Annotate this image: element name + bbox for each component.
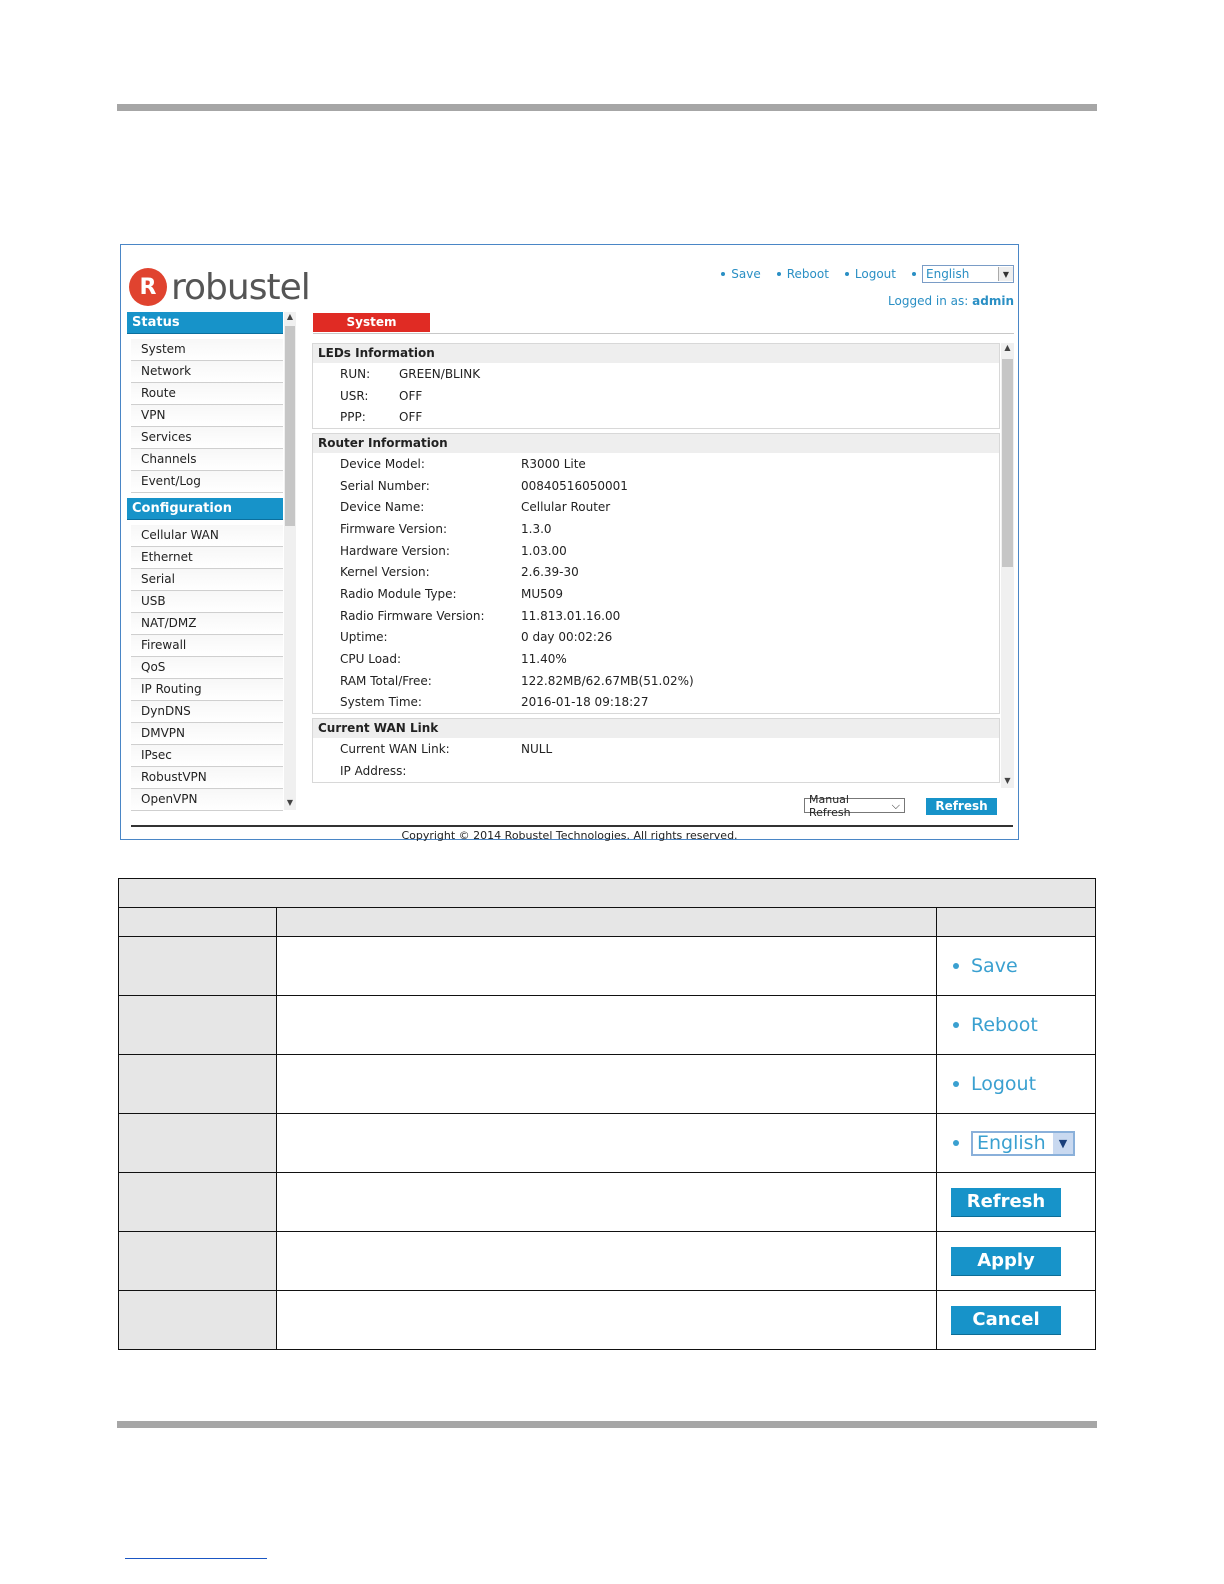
info-label: Radio Module Type: bbox=[340, 587, 457, 602]
sidebar-scrollbar[interactable] bbox=[284, 312, 296, 810]
leds-section bbox=[312, 343, 1000, 429]
table-title-cell bbox=[119, 879, 1096, 908]
status-menu bbox=[131, 339, 283, 493]
language-select[interactable]: English ▼ bbox=[971, 1131, 1075, 1156]
tab-system[interactable]: System bbox=[313, 313, 430, 332]
info-value: OFF bbox=[399, 410, 423, 425]
sidebar-item-nat-dmz[interactable]: NAT/DMZ bbox=[131, 613, 283, 635]
info-value: MU509 bbox=[521, 587, 564, 602]
info-value: R3000 Lite bbox=[521, 456, 586, 471]
scroll-down-icon[interactable]: ▼ bbox=[286, 798, 294, 807]
header-rule bbox=[117, 104, 1097, 111]
section-title: Router Information bbox=[313, 434, 999, 453]
footer-rule bbox=[117, 1421, 1097, 1428]
info-row bbox=[313, 562, 999, 584]
footer-link-underline bbox=[125, 1558, 267, 1559]
table-row bbox=[119, 1055, 1096, 1114]
sidebar-item-openvpn[interactable]: OpenVPN bbox=[131, 789, 283, 811]
bullet-icon bbox=[777, 272, 781, 276]
chevron-down-icon: ▼ bbox=[1053, 1133, 1073, 1154]
info-value: 0 day 00:02:26 bbox=[521, 630, 613, 645]
scroll-up-icon[interactable]: ▲ bbox=[1004, 343, 1011, 352]
info-value: GREEN/BLINK bbox=[399, 366, 481, 381]
sidebar-item-usb[interactable]: USB bbox=[131, 591, 283, 613]
copyright-text: Copyright © 2014 Robustel Technologies. All rights reserved. bbox=[401, 829, 738, 842]
table-row bbox=[119, 1291, 1096, 1350]
sidebar-status-header[interactable]: Status bbox=[127, 312, 283, 334]
info-value: Cellular Router bbox=[521, 500, 611, 515]
content-scrollbar[interactable] bbox=[1001, 343, 1014, 788]
info-row bbox=[313, 760, 999, 782]
sidebar-item-robustvpn[interactable]: RobustVPN bbox=[131, 767, 283, 789]
bullet-icon bbox=[912, 272, 916, 276]
info-value: OFF bbox=[399, 388, 423, 403]
sidebar-item-serial[interactable]: Serial bbox=[131, 569, 283, 591]
configuration-menu bbox=[131, 525, 283, 811]
sidebar-item-vpn[interactable]: VPN bbox=[131, 405, 283, 427]
logged-in-user: admin bbox=[972, 294, 1014, 308]
info-label: Hardware Version: bbox=[340, 543, 450, 558]
info-row bbox=[313, 648, 999, 670]
refresh-mode-select[interactable]: Manual Refresh ⌵ bbox=[804, 798, 905, 813]
chevron-down-icon: ▼ bbox=[998, 267, 1013, 281]
scroll-up-icon[interactable]: ▲ bbox=[286, 312, 294, 321]
info-label: System Time: bbox=[340, 695, 422, 710]
info-row bbox=[313, 540, 999, 562]
footer-divider bbox=[131, 825, 1013, 827]
info-row bbox=[313, 363, 999, 385]
chevron-down-icon: ⌵ bbox=[891, 798, 900, 812]
sidebar-item-ipsec[interactable]: IPsec bbox=[131, 745, 283, 767]
header-cell bbox=[277, 908, 937, 937]
sidebar-item-qos[interactable]: QoS bbox=[131, 657, 283, 679]
info-row bbox=[313, 406, 999, 428]
info-value: 11.40% bbox=[521, 652, 567, 667]
apply-button[interactable]: Apply bbox=[951, 1247, 1061, 1275]
info-row bbox=[313, 385, 999, 407]
info-row bbox=[313, 670, 999, 692]
table-row bbox=[119, 937, 1096, 996]
sidebar-item-cellular-wan[interactable]: Cellular WAN bbox=[131, 525, 283, 547]
info-label: Uptime: bbox=[340, 630, 388, 645]
logo-text: robustel bbox=[171, 266, 310, 308]
info-row bbox=[313, 475, 999, 497]
header-cell bbox=[119, 908, 277, 937]
content-scroll-thumb[interactable] bbox=[1002, 359, 1013, 567]
wan-section bbox=[312, 718, 1000, 782]
info-label: RUN: bbox=[340, 366, 371, 381]
table-row bbox=[119, 996, 1096, 1055]
sidebar-item-services[interactable]: Services bbox=[131, 427, 283, 449]
info-label: USR: bbox=[340, 388, 369, 403]
info-row bbox=[313, 692, 999, 714]
refresh-button[interactable]: Refresh bbox=[926, 798, 997, 815]
logout-link[interactable]: Logout bbox=[937, 1073, 1095, 1095]
bullet-icon bbox=[953, 1022, 959, 1028]
language-select[interactable]: English ▼ bbox=[922, 265, 1014, 283]
info-row bbox=[313, 453, 999, 475]
sidebar-item-ethernet[interactable]: Ethernet bbox=[131, 547, 283, 569]
router-web-ui-screenshot bbox=[120, 244, 1019, 840]
sidebar-item-event-log[interactable]: Event/Log bbox=[131, 471, 283, 493]
info-row bbox=[313, 583, 999, 605]
info-row bbox=[313, 738, 999, 760]
info-row bbox=[313, 605, 999, 627]
sidebar-item-system[interactable]: System bbox=[131, 339, 283, 361]
sidebar-item-network[interactable]: Network bbox=[131, 361, 283, 383]
info-value: 00840516050001 bbox=[521, 478, 628, 493]
info-label: Firmware Version: bbox=[340, 521, 447, 536]
table-row bbox=[119, 1114, 1096, 1173]
sidebar-item-route[interactable]: Route bbox=[131, 383, 283, 405]
info-value: 2016-01-18 09:18:27 bbox=[521, 695, 649, 710]
language-item bbox=[937, 1131, 1095, 1156]
sidebar-item-dyndns[interactable]: DynDNS bbox=[131, 701, 283, 723]
section-title: LEDs Information bbox=[313, 344, 999, 363]
info-label: CPU Load: bbox=[340, 652, 402, 667]
logged-in-status: Logged in as: admin bbox=[888, 294, 1014, 308]
bullet-icon bbox=[721, 272, 725, 276]
info-value: 1.03.00 bbox=[521, 543, 567, 558]
info-label: Current WAN Link: bbox=[340, 742, 450, 757]
sidebar-item-ip-routing[interactable]: IP Routing bbox=[131, 679, 283, 701]
info-label: RAM Total/Free: bbox=[340, 673, 432, 688]
sidebar-scroll-thumb[interactable] bbox=[285, 326, 295, 526]
button-description-table bbox=[118, 878, 1096, 1350]
robustel-logo bbox=[129, 267, 310, 307]
info-label: PPP: bbox=[340, 410, 366, 425]
bullet-icon bbox=[953, 963, 959, 969]
info-value: 122.82MB/62.67MB(51.02%) bbox=[521, 673, 694, 688]
bullet-icon bbox=[953, 1140, 959, 1146]
bullet-icon bbox=[953, 1081, 959, 1087]
robustel-logo-icon: R bbox=[129, 268, 167, 306]
section-title: Current WAN Link bbox=[313, 719, 999, 738]
info-label: Kernel Version: bbox=[340, 565, 430, 580]
info-row bbox=[313, 518, 999, 540]
save-link[interactable]: Save bbox=[721, 267, 760, 281]
table-row bbox=[119, 1232, 1096, 1291]
info-label: Radio Firmware Version: bbox=[340, 608, 485, 623]
sidebar-item-channels[interactable]: Channels bbox=[131, 449, 283, 471]
info-row bbox=[313, 627, 999, 649]
info-label: Device Model: bbox=[340, 456, 425, 471]
sidebar-configuration-header[interactable]: Configuration bbox=[127, 498, 283, 520]
info-row bbox=[313, 496, 999, 518]
tab-underline bbox=[313, 333, 1014, 334]
language-item bbox=[912, 265, 1014, 283]
sidebar bbox=[127, 312, 283, 812]
save-link[interactable]: Save bbox=[937, 955, 1095, 977]
sidebar-item-dmvpn[interactable]: DMVPN bbox=[131, 723, 283, 745]
router-info-section bbox=[312, 433, 1000, 714]
reboot-link[interactable]: Reboot bbox=[777, 267, 829, 281]
system-status-panel bbox=[312, 343, 1000, 788]
info-label: Serial Number: bbox=[340, 478, 430, 493]
header-cell bbox=[937, 908, 1096, 937]
refresh-button[interactable]: Refresh bbox=[951, 1188, 1061, 1216]
cancel-button[interactable]: Cancel bbox=[951, 1306, 1061, 1334]
info-label: IP Address: bbox=[340, 763, 407, 778]
info-value: 1.3.0 bbox=[521, 521, 552, 536]
info-value: 2.6.39-30 bbox=[521, 565, 579, 580]
info-value: 11.813.01.16.00 bbox=[521, 608, 621, 623]
info-label: Device Name: bbox=[340, 500, 425, 515]
top-nav bbox=[721, 265, 1014, 283]
bullet-icon bbox=[845, 272, 849, 276]
table-row bbox=[119, 1173, 1096, 1232]
scroll-down-icon[interactable]: ▼ bbox=[1004, 776, 1011, 785]
reboot-link[interactable]: Reboot bbox=[937, 1014, 1095, 1036]
logout-link[interactable]: Logout bbox=[845, 267, 896, 281]
info-value: NULL bbox=[521, 742, 553, 757]
sidebar-item-firewall[interactable]: Firewall bbox=[131, 635, 283, 657]
